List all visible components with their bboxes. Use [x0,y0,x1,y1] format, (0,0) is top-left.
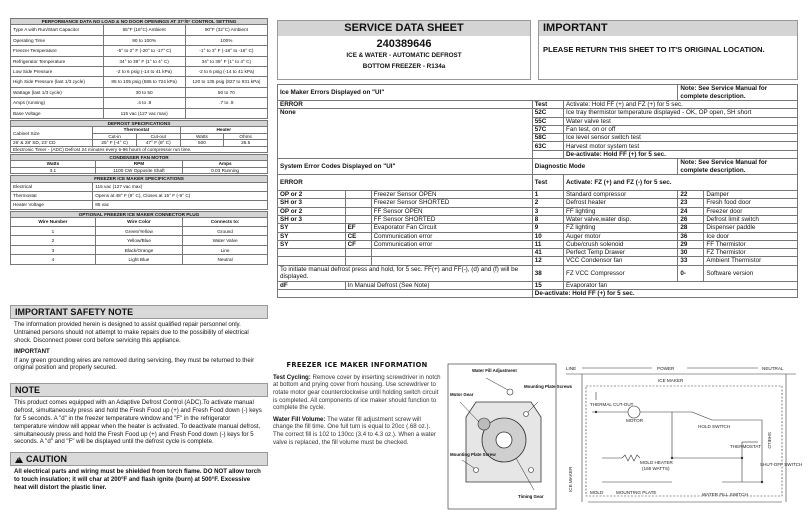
table-cell: 41 [532,249,563,257]
sub-cutout: Cut-out [136,133,180,139]
wiring-plate: MOUNTING PLATE [616,490,657,495]
defrost-title: DEFROST SPECIFICATIONS [11,120,268,126]
table-cell: 65°F (18°C) Ambient [103,25,185,35]
table-row [11,66,268,76]
caution-bar [10,452,268,466]
wiring-power: POWER [657,366,675,371]
label-water-fill: Water Fill Adjustment [472,368,517,373]
table-cell: 24 [678,207,704,215]
table-cell: Damper [704,191,798,199]
important-box [538,20,798,80]
ice-test-text: Activate: Hold FF (+) and FZ (+) for 5 sec. [563,101,797,109]
ice-desc: Water valve test [563,117,797,125]
screw-shape [529,468,534,473]
safety-title: IMPORTANT SAFETY NOTE [10,305,268,319]
table-cell: Freezer door [704,207,798,215]
wiring-mold: MOLD [590,490,604,495]
ice-maker-info [273,362,441,446]
table-cell: SH or 3 [278,199,346,207]
ice-error-table [277,84,798,298]
table-row [11,56,268,66]
heater-head: Heater [180,127,267,133]
table-cell: 3 [532,207,563,215]
header-line2: BOTTOM FREEZER - R134a [362,62,446,70]
ice-deactivate: De-activate: Hold FF (+) for 5 sec. [563,150,797,158]
ice-info-title: FREEZER ICE MAKER INFORMATION [286,361,428,369]
wiring-hold: HOLD SWITCH [698,424,731,429]
safety-body: The information provided herein is designed to assist qualified repair personnel only. Untrained persons should not attempt to make repairs due to the possibility of electrical shock. Disconnect power cord before servicing this appliance. [14,321,249,344]
table-row [11,226,268,236]
screw-shape [474,468,479,473]
ice-code: 52C [532,109,563,117]
table-row [278,215,798,223]
wiring-heater: MOLD HEATER [640,460,673,465]
conn-head: Wire Number [11,217,96,226]
table-cell: 12 [532,257,563,265]
sys-test-text: Activate: FZ (+) and FZ (-) for 5 sec. [563,175,797,191]
safety-important-label: IMPORTANT [14,347,50,355]
note-title: NOTE [10,383,268,397]
gear-hub-shape [496,432,512,448]
sys-code: 15 [532,281,563,289]
connector-title: OPTIONAL FREEZER ICE MAKER CONNECTOR PLUG [11,211,268,217]
caution-body: All electrical parts and wiring must be shielded from torch flame. DO NOT allow torch to touch insulation; it will char at 200°F and flash ignite (burn) at 500°F. Excessive heat will distort the plastic liner. [14,468,261,491]
table-cell: Amps (running) [11,98,104,108]
table-row [11,108,268,118]
table-cell: 50 to 70 [185,87,267,97]
table-cell: Dispenser paddle [704,224,798,232]
table-cell: 85 to 105 psig (586 to 724 kPa) [103,77,185,87]
conn-head: Wire Color [95,217,182,226]
ice-note [678,85,798,101]
table-cell: Type A with Run/Start Capacitor [11,25,104,35]
sys-desc: FZ VCC Compressor [563,265,677,281]
ice-note-text: See Service Manual for complete description. [680,85,768,100]
wiring-thermostat: THERMOSTAT [730,444,761,449]
wiring-shield: SHIELD [767,432,772,449]
motor-gear-shape [478,418,490,430]
condenser-table [10,154,268,174]
sys-code: dF [278,281,346,289]
icemaker-spec-table [10,175,268,209]
table-cell: Defrost limit switch [704,215,798,223]
table-cell: High Side Pressure (last 1/3 cycle) [11,77,104,87]
ice-code: 63C [532,142,563,150]
defrost-cell: 26' & 28' SD, 23' CD [11,140,93,146]
defrost-note: Electronic Timer - (ADC) Defrost 24 minutes every 6-96 hours of compressor run time. [11,146,268,152]
table-cell: Ground [183,226,268,236]
defrost-table [10,120,268,153]
performance-title: PERFORMANCE DATA NO LOAD & NO DOOR OPENINGS AT 37°/0° CONTROL SETTING [11,19,268,25]
thermostat-head: Thermostat [93,127,180,133]
cycling-text: Remove cover by inserting screwdriver in notch at bottom and prying cover from housing. Use screwdriver to rotate motor gear counterclockwise until holding switch circuit is completed. All components of ice maker should function to complete the cycle. [273,373,441,412]
table-cell: 2 [532,199,563,207]
ice-fill [273,416,441,446]
manual-defrost-text: To initiate manual defrost press and hold, for 5 sec. FF(+) and FF(-), (d) and (f) will be displayed. [278,265,533,281]
label-mounting-plate: Mounting Plate Screws [524,384,573,389]
important-body: PLEASE RETURN THIS SHEET TO IT'S ORIGINAL LOCATION. [543,44,765,54]
table-cell: FZ lighting [563,224,677,232]
table-cell: 9 [532,224,563,232]
table-cell: 34° to 39° F (1° to 4° C) [185,56,267,66]
sys-test-label: Test [532,175,563,191]
cond-cell: 0.03 Running [183,167,268,173]
table-cell: -5° to 2° F (-20° to -17° C) [103,46,185,56]
table-cell: Standard compressor [563,191,677,199]
cond-head: Watts [11,161,96,167]
table-cell: OP or 2 [278,191,346,199]
wiring-diagram [562,362,803,512]
table-cell: 11 [532,240,563,248]
sys-note [678,159,798,175]
label-motor-gear: Motor Gear [450,392,474,397]
connector-table [10,211,268,265]
wiring-motor: MOTOR [626,418,644,423]
defrost-cell: 25° F (-4° C) [93,140,137,146]
ice-desc: Fan test, on or off [563,125,797,133]
table-cell: FZ Thermistor [704,249,798,257]
table-cell: 23 [678,199,704,207]
table-cell: CF [345,240,371,248]
condenser-title: CONDENSER FAN MOTOR [11,154,268,160]
table-row [278,257,798,265]
sys-error-title: System Error Codes Displayed on "UI" [278,159,533,175]
table-row [278,224,798,232]
table-cell: Water valve,water disp. [563,215,677,223]
wiring-ice-vert: ICE MAKER [568,466,573,492]
table-cell: Freezer Sensor OPEN [371,191,532,199]
table-cell: VCC Condensor fan [563,257,677,265]
wiring-shutoff: SHUT-OFF SWITCH [760,462,803,467]
table-cell: Neutral [183,255,268,265]
service-header [277,20,531,80]
table-cell: Defrost heater [563,199,677,207]
table-cell [278,257,346,265]
spec-value: 85 vac [93,200,268,209]
left-column [10,18,268,265]
cond-head: RPM [95,161,182,167]
sys-deactivate: De-activate: Hold FF (+) for 5 sec. [532,290,797,298]
table-cell: 29 [678,240,704,248]
defrost-cell: 47° F (8° C) [136,140,180,146]
table-cell [345,191,371,199]
table-cell: -2 to 6 psig (-14 to 41 kPa) [103,66,185,76]
ice-code: 57C [532,125,563,133]
ice-error-title: Ice Maker Errors Displayed on "UI" [278,85,678,101]
table-cell: SY [278,224,346,232]
table-cell: .4 to .8 [103,98,185,108]
cabinet-size-label: Cabinet Size [11,127,93,140]
cond-cell: 1100 CW Opposite Shaft [95,167,182,173]
table-cell [345,249,371,257]
safety-note [10,305,268,377]
table-cell: EF [345,224,371,232]
table-cell: Evaporator Fan Circuit [371,224,532,232]
table-cell [371,249,532,257]
table-row [278,240,798,248]
ice-test-label: Test [532,101,563,109]
table-cell: Communication error [371,232,532,240]
note-section [10,383,268,448]
spec-label: Heater Voltage [11,200,93,209]
sub-watts: Watts [180,133,224,139]
sys-diag-label: Diagnostic Mode [532,159,678,175]
table-cell: SY [278,240,346,248]
ice-none-label: None [278,109,533,159]
table-cell: FF lighting [563,207,677,215]
ice-desc: Ice tray thermistor temperature displayed - OK, OP open, SH short [563,109,797,117]
defrost-cell: 26.5 [224,140,268,146]
table-cell: -1° to 3° F (-18° to -16° C) [185,46,267,56]
note-body: This product comes equipped with an Adaptive Defrost Control (ADC).To activate manual defrost, simultaneously press and hold the Fresh Food up (+) and Fresh Food down (-) keys for 5 seconds. A "d" in the freezer temperature window and "F" in the refrigerator temperature window will appear when the heater is activated. To deactivate manual defrost, simultaneously press and hold the Fresh Food up (+) and Fresh Food down (-) keys for 5 seconds. A "d" and "F" will be displayed until the defrost cycle is complete. [14,399,262,446]
spec-value: Opens at 48° F (9° C), Closes at 15° F (-9° C) [93,191,268,200]
error-tables [277,84,798,298]
sys-code: 0- [678,265,704,281]
table-cell: 90 to 100% [103,35,185,45]
table-cell: Fresh food door [704,199,798,207]
table-cell: Perfect Temp Drawer [563,249,677,257]
sys-note-label: Note: [680,159,697,167]
table-cell: SH or 3 [278,215,346,223]
wiring-thermal: THERMAL CUT-OUT [590,402,634,407]
service-title: SERVICE DATA SHEET [278,21,530,36]
table-cell: Freezer Temperature [11,46,104,56]
table-cell: OP or 2 [278,207,346,215]
ice-code: 55C [532,117,563,125]
sys-error-label: ERROR [278,175,533,191]
table-cell: 8 [532,215,563,223]
sys-note-text: See Service Manual for complete description. [680,159,768,174]
table-row [11,255,268,265]
table-cell: Light Blue [95,255,182,265]
table-row [278,207,798,215]
table-cell: 115 vac (127 vac max) [103,108,185,118]
table-cell [345,215,371,223]
fill-label: Water Fill Volume: [273,415,326,423]
table-row [11,98,268,108]
table-cell [185,108,267,118]
wiring-ice-maker: ICE MAKER [658,378,684,383]
table-cell: Cube/crush solenoid [563,240,677,248]
ice-desc: Harvest motor system test [563,142,797,150]
table-cell: Ambient Thermistor [704,257,798,265]
table-row [11,77,268,87]
table-row [278,199,798,207]
label-timing-gear: Timing Gear [518,494,544,499]
table-row [278,232,798,240]
table-cell [345,199,371,207]
table-cell: FF Sensor OPEN [371,207,532,215]
table-cell: FF Thermistor [704,240,798,248]
cond-cell: 3.1 [11,167,96,173]
sub-ohms: Ohms [224,133,268,139]
safety-important-body: If any green grounding wires are removed during servicing, they must be returned to their original position and properly secured. [14,356,255,372]
sys-desc: Software version [704,265,798,281]
table-cell: Black/Orange [95,245,182,255]
table-cell: Refrigerator Temperature [11,56,104,66]
table-cell: 28 [678,224,704,232]
table-cell: -2 to 6 psig (-14 to 41 kPa) [185,66,267,76]
table-cell: 22 [678,191,704,199]
table-cell: 1 [11,226,96,236]
table-row [11,236,268,246]
ice-desc: Ice level sensor switch test [563,134,797,142]
table-cell: Base Voltage [11,108,104,118]
table-cell: 36 [678,232,704,240]
table-cell: Low Side Pressure [11,66,104,76]
cond-head: Amps [183,161,268,167]
screw-shape [524,412,529,417]
sys-desc: Evaporator fan [563,281,797,289]
table-cell: Wattage (last 1/3 cycle) [11,87,104,97]
spec-value: 115 vac (127 vac max) [93,182,268,191]
sys-code: 38 [532,265,563,281]
wiring-neutral: NEUTRAL [762,366,784,371]
table-cell: 30 to 50 [103,87,185,97]
table-cell [371,257,532,265]
table-cell: 4 [11,255,96,265]
table-cell: 90°F (32°C) Ambient [185,25,267,35]
table-cell: 1 [532,191,563,199]
table-cell: FF Sensor SHORTED [371,215,532,223]
table-cell: 100% [185,35,267,45]
table-cell: Operating Time [11,35,104,45]
table-row [278,191,798,199]
wiring-line: LINE [566,366,577,371]
table-cell: Line [183,245,268,255]
caution-section [10,452,268,494]
header-line1: ICE & WATER - AUTOMATIC DEFROST [346,52,462,60]
wiring-fill-switch: WATER FILL SWITCH [702,492,748,497]
table-cell: Freezer Sensor SHORTED [371,199,532,207]
warning-icon [15,456,23,463]
table-row [11,25,268,35]
label-mounting-screw: Mounting Plate Screw [450,452,496,457]
table-cell: 120 to 135 psig (827 to 931 kPa) [185,77,267,87]
table-cell [278,249,346,257]
table-cell: 10 [532,232,563,240]
table-cell: 33 [678,257,704,265]
table-cell: 3 [11,245,96,255]
ice-note-label: Note: [680,85,697,93]
ice-code: 58C [532,134,563,142]
table-cell: 26 [678,215,704,223]
caution-title: CAUTION [26,454,67,464]
important-title: IMPORTANT [539,21,797,36]
table-row [11,245,268,255]
table-cell: Communication error [371,240,532,248]
wiring-heater-watts: (165 WATTS) [642,466,670,471]
spec-label: Thermostat [11,191,93,200]
sub-cutin: Cut-in [93,133,137,139]
table-cell: CE [345,232,371,240]
table-row [278,249,798,257]
table-cell: Yellow/Blue [95,236,182,246]
table-cell [345,257,371,265]
ice-cycling [273,374,441,412]
table-cell: SY [278,232,346,240]
cycling-label: Test Cycling: [273,373,311,381]
part-number: 240389646 [376,37,432,50]
conn-head: Connects to: [183,217,268,226]
table-cell: Auger motor [563,232,677,240]
table-row [11,46,268,56]
table-cell: 30 [678,249,704,257]
table-cell: 34° to 39° F (1° to 4° C) [103,56,185,66]
ice-error-label: ERROR [278,101,533,109]
spec-label: Electrical [11,182,93,191]
table-cell: Water Valve [183,236,268,246]
defrost-cell: 500 [180,140,224,146]
table-cell [345,207,371,215]
table-cell: Green/Yellow [95,226,182,236]
table-cell: .7 to .9 [185,98,267,108]
table-cell: 2 [11,236,96,246]
performance-table [10,18,268,119]
table-cell: Ice door [704,232,798,240]
sys-desc: In Manual Defrost (See Note) [345,281,532,289]
table-row [11,87,268,97]
icemaker-spec-title: FREEZER ICE MAKER SPECIFICATIONS [11,176,268,182]
fill-text: The water fill adjustment screw will change the fill time. One full turn is equal to 20cc (.68 oz.). The correct fill is 102 to 130cc (3.4 to 4.3 oz.). When a water valve is replaced, the fill volume must be checked. [273,415,436,446]
table-row [11,35,268,45]
